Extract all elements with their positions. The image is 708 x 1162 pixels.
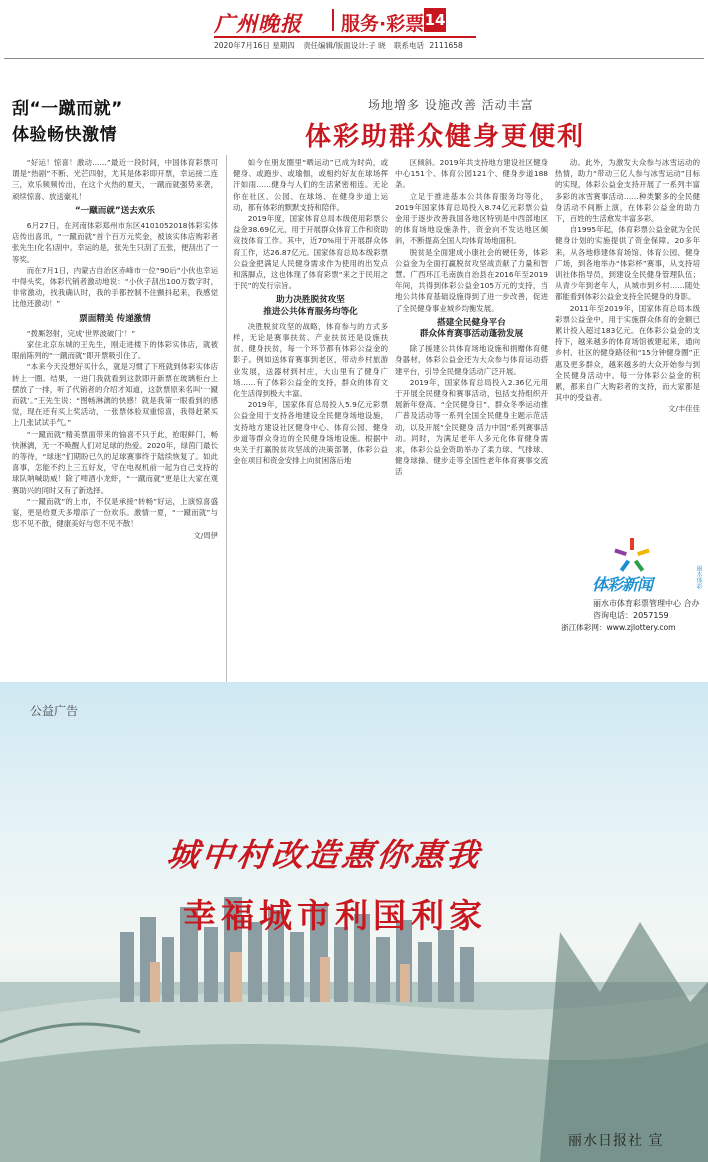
ad-label: 公益广告 <box>30 704 79 718</box>
subhead: 票面精美 传递激情 <box>79 313 151 324</box>
sponsor-star-logo-icon <box>592 535 698 577</box>
section-title: 服务·彩票 <box>341 13 425 35</box>
paragraph: “好运！惊喜！激动……”最近一段时间，中国体育彩票可谓是“热剧”不断、光芒四射，尤其是体彩即开票，幸运接二连三，欢乐频频传出，在这个火热的夏天，一蹴而就强势来袭，顽续惊喜、放送豪礼！ <box>12 158 218 201</box>
paragraph: “一蹴而就”的上市，不仅是承接“转畅”好运，上演惊喜盛宴，更是给夏天多增添了一份欢乐。激情一夏，“一蹴而就”与您不见不散，健康美好与您不见不散！ <box>12 496 218 529</box>
issue-date: 2020年7月16日 星期四 <box>214 41 295 50</box>
top-divider <box>4 58 704 59</box>
main-kicker: 场地增多 设施改善 活动丰富 <box>368 98 534 112</box>
paragraph: “一蹴而就”精美票面带来的愉喜不只于此，抢眼鲜门，畅快淋漓，无一不唤醒人们对足球的热爱。2020年，绿茵门最长的等待，“球迷”们期盼已久的足球赛事终于陆续恢复了。如此喜事，怎能不约上三五好友，守在电视机前一起为自己支持的球队呐喊助威！除了啤酒小龙虾，“一蹴而就”更是让大家在观赛助兴的同时又有了新选择。 <box>12 429 218 495</box>
paragraph: “拨厮怒射，完成‘世界波破门’！” <box>26 328 136 338</box>
newspaper-logo: 广州晚报 <box>214 11 302 36</box>
paragraph: 如今在朋友圈里“晒运动”已成为时尚，或健身、或跑步、或瑜伽，或相约好友在球场挥汗如雨……健身与人们的生活紧密相连。无论你在社区、公园、在球场、在健身步道上运动，都有体彩的默默支持和陪伴。 <box>233 158 388 212</box>
main-column-1 <box>233 157 388 677</box>
phone-number: 2111658 <box>429 41 463 50</box>
ad-title: 幸福城市利国利家 <box>183 896 487 935</box>
ad-slogan: 城中村改造惠你惠我 <box>164 836 484 874</box>
sponsor-website: 浙江体彩网：www.zjlottery.com <box>561 623 676 632</box>
paragraph: 2019年，国家体育总局投入5.9亿元彩票公益金用于支持各地建设全民健身场地设施，支持地方建设社区健身中心、体育公园、健身步道等群众身边的全民健身场地设施。根据中央关于打赢脱贫攻坚战的决策部署，体彩公益金在项目和资金安排上向贫困落后地 <box>233 400 388 466</box>
paragraph: 6月27日，在河南体彩郑州市东区41010520​18体彩实体店传出喜讯，“一蹴而就”首个百万元奖金，被该实体店购彩者张先生(化名)刮中。幸运的是，张先生只刮了五张，便刮出了一等奖。 <box>12 221 218 264</box>
paragraph: 决胜脱贫攻坚的战略，体育参与的方式多样，无论是赛事扶贫、产业扶贫还是设施扶贫、健身扶贫，每一个环节都有体彩公益金的影子。例如送体育赛事到老区，带动乡村旅游业发展，送器材到村庄，大山里有了健身广场……有了体彩公益金的支持，群众的体育文化生活得到极大丰富。 <box>233 321 388 399</box>
subhead: 助力决胜脱贫攻坚 推进公共体育服务均等化 <box>263 295 358 317</box>
paragraph: 2011年至2019年，国家体育总局本级彩票公益金中，用于实施群众体育的金额已累计投入超过183亿元。在体彩公益金的支持下，越来越多的体育场馆被建起来，通向乡村、社区的健身路径和“15分钟健身圈”正惠及更多群众，越来越多的大众开始参与到全民健身活动中。每一分体彩公益金的积累，都来自广大购彩者的支持，而大家都是其中的受益者。 <box>555 303 700 403</box>
paragraph: 除了援建公共体育场地设施和捐赠体育健身器材，体彩公益金还为大众参与体育运动搭建平台，引导全民健身活动广泛开展。 <box>395 344 548 376</box>
paragraph: 而在7月1日，内蒙古自治区赤峰市一位“90后”小伙也幸运中得头奖，体彩代销者激动地说：“小伙子刮出100万数字时，非常激动，找我确认时，我的手都控制不住颤抖起来，我感觉比他还激动！” <box>12 265 218 309</box>
sponsor-logo-vertical: 丽水体彩 <box>695 565 702 589</box>
byline: 文/丰佳佳 <box>667 404 700 414</box>
left-article-body <box>12 157 218 677</box>
main-column-3 <box>555 157 700 529</box>
subhead: “一蹴而就”送去欢乐 <box>74 205 156 216</box>
left-headline-1: 刮“一蹴而就” <box>12 99 123 119</box>
paragraph: 区倾斜。2019年共支持地方建设社区健身中心151个、体育公园121个、健身步道188条。 <box>395 158 548 190</box>
byline: 文/周伊 <box>193 530 218 540</box>
masthead-divider <box>332 9 334 31</box>
paragraph: 自1995年起，体育彩票公益金就为全民健身计划的实施提供了资金保障。20多年来，从各地修建体育场馆、体育公园、健身广场，到各地举办“体彩杯”赛事，从支持培训社体指导员，到建设全民健身管理队伍；从青少年到老年人，从城市到乡村……随处都能看到体彩公益金支持全民健身的身影。 <box>555 225 700 302</box>
paragraph: 2019年，国家体育总局投入2.36亿元用于开展全民健身和赛事活动，包括支持组织开展新年登高、“全民健身日”、群众冬季运动推广普及活动等一系列全国全民健身主题示范活动，以及开展“全民健身 活力中国”系列赛事活动。同时，为满足老年人多元化体育健身需求，体彩公益金资助举办了柔力球、气排球、健身球操、健步走等全国性老年体育赛事交流活 <box>395 377 548 477</box>
sponsor-center: 丽水市体育彩票管理中心 合办 <box>593 599 700 608</box>
editor-credit: 责任编辑/版面设计:子 晓 <box>303 41 386 50</box>
paragraph: 立足于推进基本公共体育服务均等化，2019年国家体育总局投入8.74亿元彩票公益金用于逐步改善我国各地区特别是中西部地区的体育场地设施条件，资金向不发达地区倾斜，不断提高全国人均体育场地面积。 <box>395 191 548 246</box>
masthead-info <box>214 40 469 51</box>
public-service-ad <box>0 682 708 1162</box>
subhead: 搭建全民健身平台 群众体育赛事活动蓬勃发展 <box>419 317 524 340</box>
paragraph: 家住北京东城的王先生，刚走进楼下的体彩实体店，就被眼前陈列的“一蹴而就”即开票吸引住了。 <box>12 340 218 361</box>
page-number: 14 <box>424 8 446 32</box>
main-headline: 体彩助群众健身更便利 <box>305 122 586 152</box>
paragraph: 动。此外，为激发大众参与冰雪运动的热情，助力“带动三亿人参与冰雪运动”目标的实现，体彩公益金支持开展了一系列丰富多彩的冰雪赛事活动……种类繁多的全民健身活动不间断上演，在体彩公益金的助力下，百姓的生活愈发丰富多彩。 <box>555 158 700 224</box>
main-column-2 <box>395 157 548 677</box>
sponsor-phone: 咨询电话：2057159 <box>593 611 669 620</box>
paragraph: 脱贫是全面建成小康社会的硬任务，体彩公益金为全面打赢脱贫攻坚战贡献了力量和智慧。广西环江毛南族自治县在2016年至2019年间，共得到体彩公益金105万元的支持，当地公共体育基础设施得到了进一步改善，促进了全民健身事业城乡均衡发展。 <box>395 247 548 313</box>
ad-credit: 丽水日报社 宣 <box>568 1133 664 1149</box>
sponsor-logo-text: 体彩新闻 <box>592 575 653 594</box>
left-headline-2: 体验畅快激情 <box>12 125 117 145</box>
paragraph: “本来今天没想好买什么，就是习惯了下班就到体彩实体店转上一圈。结果，一进门我就看到这款即开新票在玻璃柜台上摆放了一排，听了代销者的介绍才知道，这款票原来名叫‘一蹴而就’。”王先生说：“图畅淋漓的快感！就是我第一眼看到的感觉，现在还有买上奖活动，一张票体验双重惊喜，我得赶紧买上几张试试手气。” <box>12 362 218 428</box>
phone-label: 联系电话 <box>394 41 425 50</box>
masthead-rule <box>214 36 476 38</box>
paragraph: 2019年度，国家体育总局本级使用彩票公益金38.69亿元，用于开展群众体育工作和资助竞技体育工作。其中，近70%用于开展群众体育工作，达26.87亿元。国家体育总局本级彩票公益金把满足人民健身需求作为使用的出发点和落脚点，这也体现了体育彩票“来之于民用之于民”的发行宗旨。 <box>233 214 388 291</box>
